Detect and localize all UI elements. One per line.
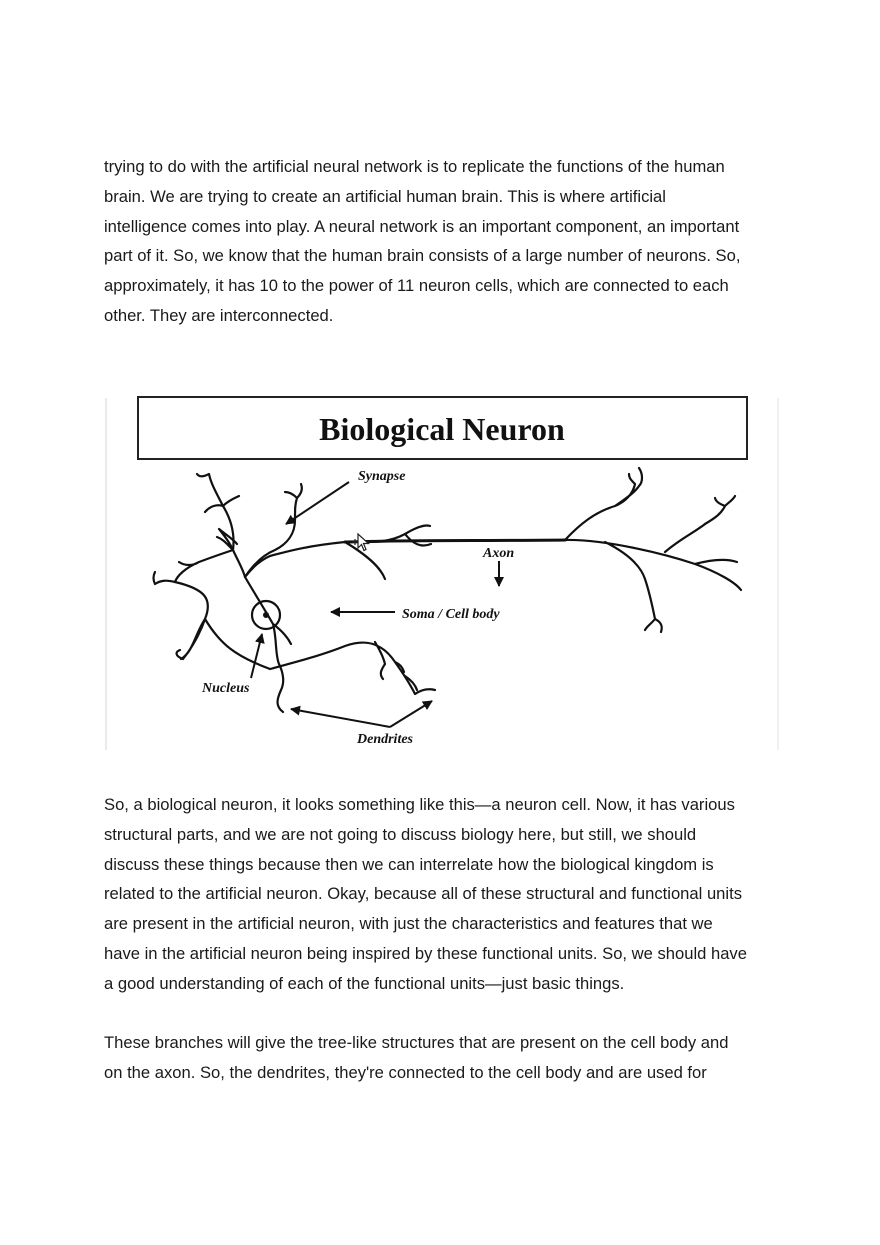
text-line: are present in the artificial neuron, with just the characteristics and features that we	[104, 914, 713, 934]
text-line: These branches will give the tree-like structures that are present on the cell body and	[104, 1033, 729, 1052]
label-axon: Axon	[483, 546, 515, 561]
label-nucleus: Nucleus	[202, 681, 250, 696]
neuron-diagram	[105, 394, 780, 752]
text-line: trying to do with the artificial neural network is to replicate the functions of the human	[104, 157, 725, 176]
dendrite-upper-left	[197, 474, 239, 550]
figure-title: Biological Neuron	[319, 411, 565, 447]
soma-outline	[175, 529, 345, 712]
text-line: So, a biological neuron, it looks something like this—a neuron cell. Now, it has various	[104, 795, 735, 814]
biological-neuron-figure	[105, 394, 780, 752]
text-line: related to the artificial neuron. Okay, because all of these structural and functional units	[104, 884, 742, 904]
nucleus-dot	[263, 612, 269, 618]
text-line: approximately, it has 10 to the power of 11 neuron cells, which are connected to each	[104, 276, 729, 296]
paragraph-intro	[104, 152, 784, 331]
text-line: have in the artificial neuron being inspired by these functional units. So, we should have	[104, 943, 747, 963]
dendrite-upper	[245, 484, 302, 577]
label-dendrites: Dendrites	[357, 732, 413, 747]
axon	[345, 540, 565, 542]
text-line: intelligence comes into play. A neural network is an important component, an important	[104, 216, 740, 236]
text-line: brain. We are trying to create an artificial human brain. This is where artificial	[104, 186, 666, 206]
label-arrows	[251, 482, 499, 727]
text-line: discuss these things because then we can interrelate how the biological kingdom is	[104, 854, 714, 874]
axon-terminals	[565, 468, 741, 632]
dendrite-lower-right	[270, 642, 435, 694]
text-line: structural parts, and we are not going to discuss biology here, but still, we should	[104, 824, 697, 844]
text-line: other. They are interconnected.	[104, 305, 334, 325]
nucleus-arrow	[251, 634, 262, 678]
label-soma: Soma / Cell body	[402, 607, 500, 622]
paragraph-biological-neuron	[104, 790, 784, 999]
text-line: a good understanding of each of the functional units—just basic things.	[104, 973, 625, 993]
text-line: on the axon. So, the dendrites, they're connected to the cell body and are used for	[104, 1062, 707, 1082]
dendrites-arrow-left	[291, 709, 390, 727]
text-line: part of it. So, we know that the human brain consists of a large number of neurons. So,	[104, 246, 741, 266]
paragraph-branches	[104, 1028, 784, 1088]
dendrite-left	[154, 572, 176, 584]
dendrites-arrow-right	[390, 701, 432, 727]
label-synapse: Synapse	[358, 469, 406, 484]
neuron-drawing	[154, 468, 742, 712]
